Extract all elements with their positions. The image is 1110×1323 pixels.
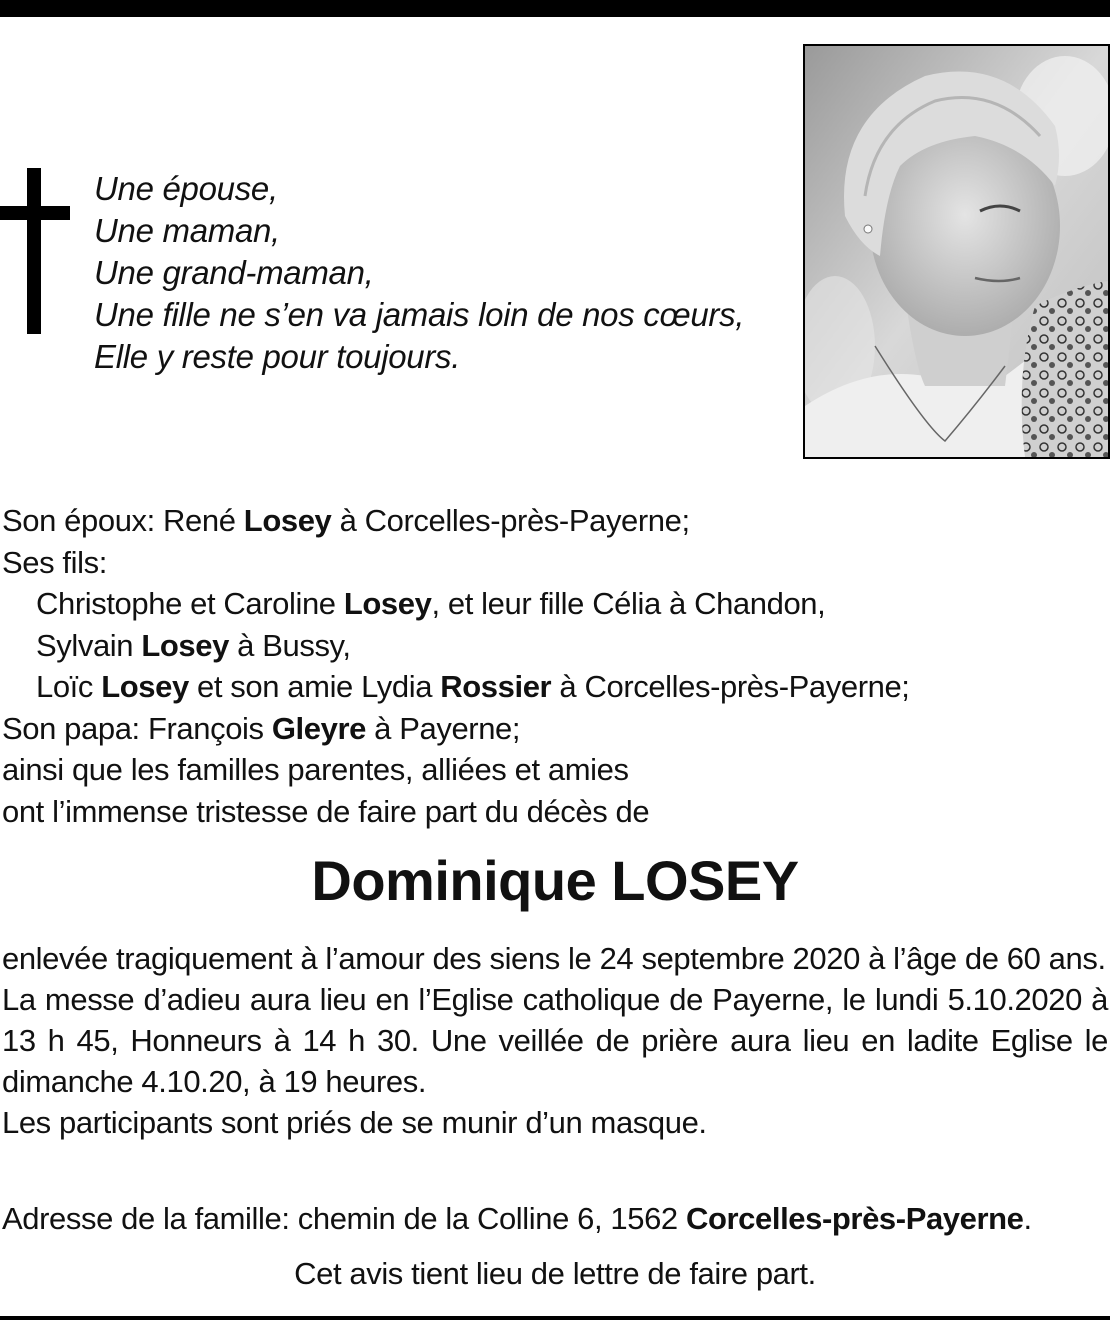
family-line-spouse: Son époux: René Losey à Corcelles-près-Payerne; (2, 503, 690, 538)
cross-icon (0, 168, 72, 334)
details-paragraph: La messe d’adieu aura lieu en l’Eglise catholique de Payerne, le lundi 5.10.2020 à 13 h 45, Honneurs à 14 h 30. Une veillée de prière aura lieu en ladite Eglise le dimanche 4.10.20, à 19 heures. (2, 982, 1108, 1099)
poem-line: Une maman, (94, 212, 280, 249)
family-list (2, 500, 910, 832)
details-paragraph: Les participants sont priés de se munir d’un masque. (2, 1105, 707, 1140)
deceased-name: Dominique LOSEY (311, 849, 799, 912)
family-line-sons-heading: Ses fils: (2, 544, 107, 580)
portrait-photo (803, 44, 1110, 459)
family-line-announcement: ont l’immense tristesse de faire part du décès de (2, 793, 650, 829)
family-address: Adresse de la famille: chemin de la Colline 6, 1562 Corcelles-près-Payerne. (2, 1201, 1032, 1236)
top-rule (0, 0, 1110, 17)
family-line-son: Loïc Losey et son amie Lydia Rossier à Corcelles-près-Payerne; (36, 669, 910, 704)
family-line-son: Christophe et Caroline Losey, et leur fille Célia à Chandon, (36, 586, 826, 621)
family-line-relatives: ainsi que les familles parentes, alliées et amies (2, 752, 629, 787)
family-line-son: Sylvain Losey à Bussy, (36, 627, 351, 663)
obituary-details (2, 938, 1108, 1143)
family-line-father: Son papa: François Gleyre à Payerne; (2, 710, 521, 746)
poem-line: Une épouse, (94, 170, 278, 207)
closing-note: Cet avis tient lieu de lettre de faire part. (294, 1256, 816, 1291)
poem (94, 168, 744, 378)
poem-line: Une fille ne s’en va jamais loin de nos cœurs, (94, 296, 745, 333)
poem-line: Une grand-maman, (94, 254, 374, 291)
bottom-rule (0, 1316, 1110, 1320)
details-paragraph: enlevée tragiquement à l’amour des siens le 24 septembre 2020 à l’âge de 60 ans. (2, 941, 1106, 976)
poem-line: Elle y reste pour toujours. (94, 338, 461, 375)
